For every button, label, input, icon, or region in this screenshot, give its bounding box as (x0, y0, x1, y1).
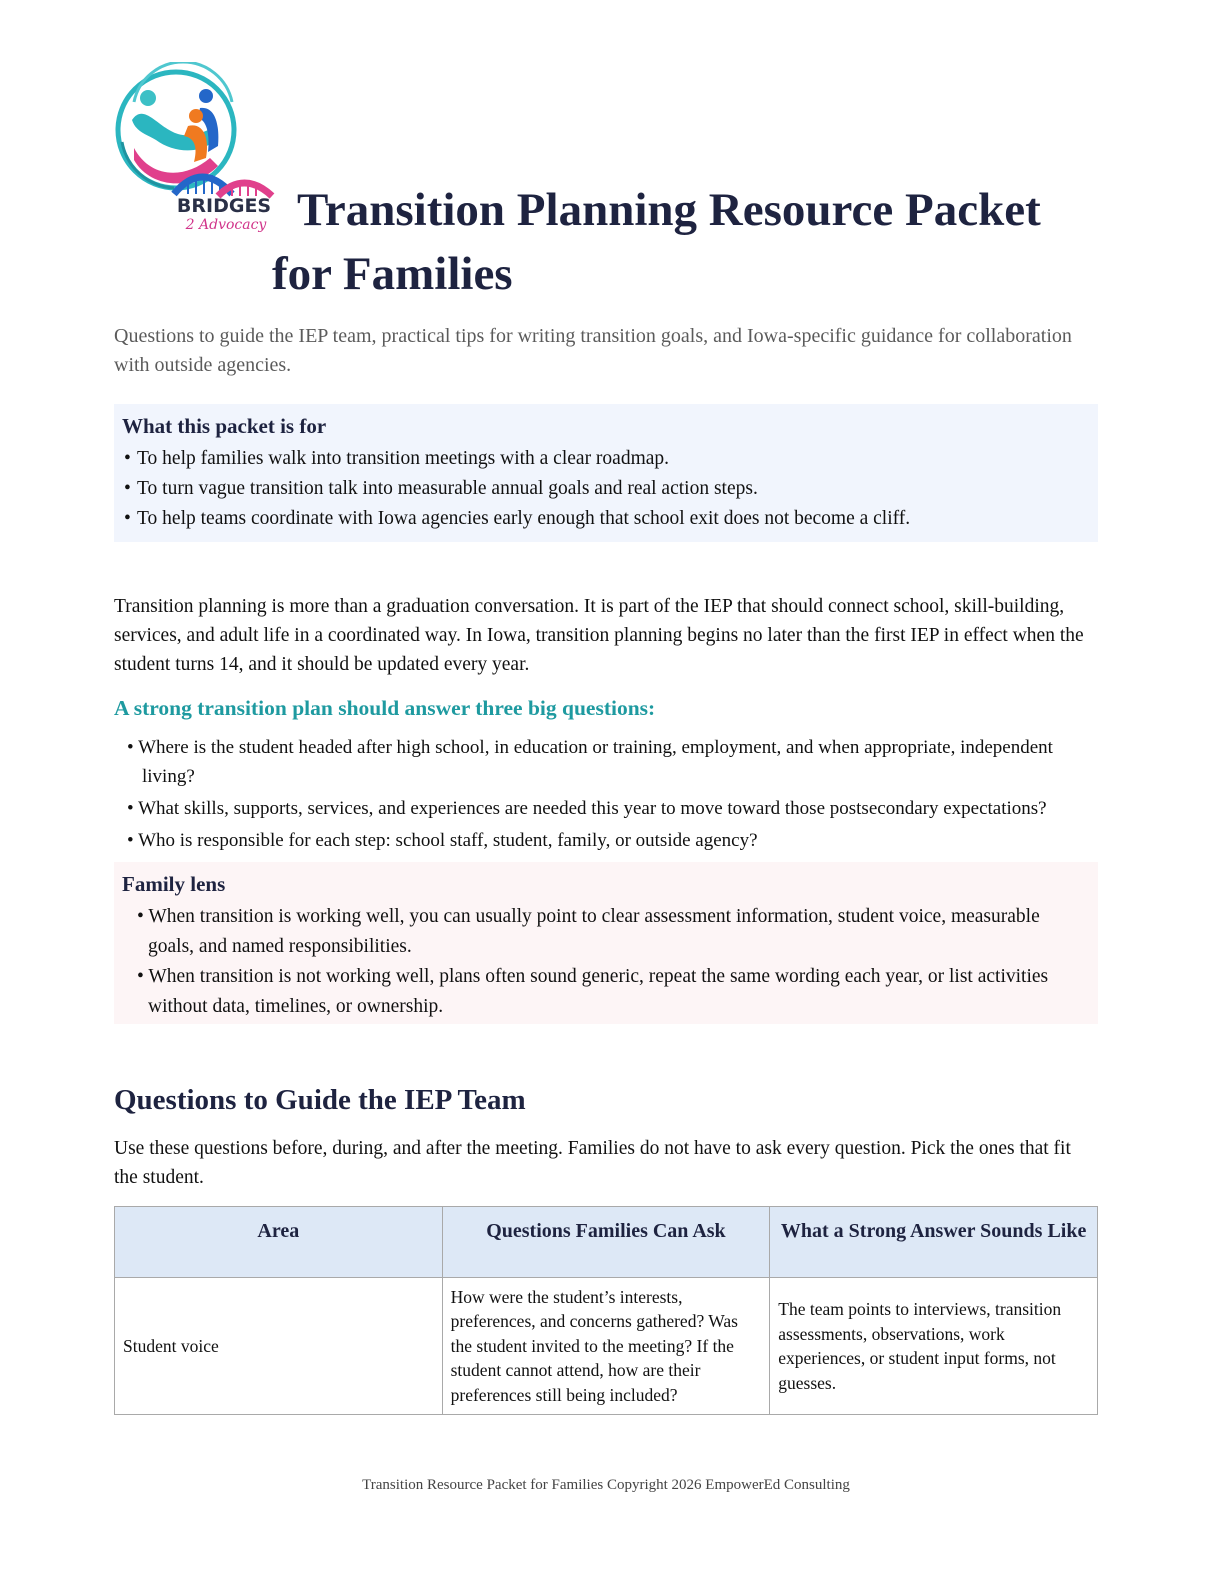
big-questions-list (114, 733, 1098, 858)
list-item: • To turn vague transition talk into measurable annual goals and real action steps. (122, 474, 1090, 504)
purpose-list (122, 444, 1090, 534)
list-item: • What skills, supports, services, and experiences are needed this year to move toward those postsecondary expectations? (127, 798, 1047, 819)
list-item: • When transition is working well, you can usually point to clear assessment information, student voice, measurable goals, and named responsibilities. (137, 906, 1040, 957)
document-page (114, 0, 1098, 1493)
family-lens-callout-box (114, 862, 1098, 1024)
intro-paragraph: Transition planning is more than a graduation conversation. It is part of the IEP that should connect school, skill-building, services, and adult life in a coordinated way. In Iowa, transition planning begins no later than the first IEP in effect when the student turns 14, and it should be updated every year. (114, 596, 1084, 675)
big-questions-heading: A strong transition plan should answer three big questions: (114, 696, 656, 720)
table-row (115, 1278, 1098, 1415)
cell-strong-answer: The team points to interviews, transition assessments, observations, work experiences, or student input forms, not guesses. (770, 1278, 1098, 1415)
family-lens-title: Family lens (122, 872, 226, 896)
cell-questions: How were the student’s interests, preferences, and concerns gathered? Was the student invited to the meeting? If the student cannot attend, how are their preferences still being included? (442, 1278, 770, 1415)
purpose-callout-title: What this packet is for (122, 414, 327, 438)
purpose-callout-box (114, 404, 1098, 542)
column-header-strong-answer: What a Strong Answer Sounds Like (770, 1207, 1098, 1278)
page-title (272, 178, 1072, 306)
cell-area: Student voice (115, 1278, 443, 1415)
list-item-text: When transition is working well, you can usually point to clear assessment information, student voice, measurable goals, and named responsibilities. (148, 906, 1040, 957)
page-footer: Transition Resource Packet for Families Copyright 2026 EmpowerEd Consulting (362, 1477, 850, 1493)
family-lens-list (122, 902, 1090, 1022)
list-item: • When transition is not working well, plans often sound generic, repeat the same wording each year, or list activities without data, timelines, or ownership. (137, 966, 1049, 1017)
list-item-text: Who is responsible for each step: school staff, student, family, or outside agency? (138, 830, 758, 851)
page-subtitle: Questions to guide the IEP team, practical tips for writing transition goals, and Iowa-specific guidance for collaboration with outside agencies. (114, 325, 1072, 376)
list-item: • Where is the student headed after high school, in education or training, employment, and when appropriate, independent living? (127, 737, 1053, 787)
column-header-area: Area (115, 1207, 443, 1278)
list-item: • To help families walk into transition meetings with a clear roadmap. (122, 444, 1090, 474)
table-header-row (115, 1207, 1098, 1278)
list-item-text: When transition is not working well, plans often sound generic, repeat the same wording each year, or list activities without data, timelines, or ownership. (148, 966, 1049, 1017)
list-item: • To help teams coordinate with Iowa agencies early enough that school exit does not become a cliff. (122, 504, 1090, 534)
guide-section-intro: Use these questions before, during, and after the meeting. Families do not have to ask every question. Pick the ones that fit the student. (114, 1138, 1071, 1188)
list-item-text: What skills, supports, services, and experiences are needed this year to move toward those postsecondary expectations? (138, 798, 1047, 819)
logo-tagline: 2 Advocacy (185, 217, 267, 233)
list-item: • Who is responsible for each step: school staff, student, family, or outside agency? (127, 830, 758, 851)
page-title-line-1: Transition Planning Resource Packet (297, 184, 1041, 236)
guide-section-heading: Questions to Guide the IEP Team (114, 1084, 526, 1116)
page-header (114, 0, 1098, 305)
bridges-2-advocacy-logo (114, 62, 279, 242)
iep-questions-table (114, 1206, 1098, 1415)
list-item-text: Where is the student headed after high school, in education or training, employment, and when appropriate, independent living? (138, 737, 1053, 787)
logo-brand-name: BRIDGES (176, 195, 272, 217)
page-title-line-2: for Families (272, 248, 513, 300)
column-header-questions: Questions Families Can Ask (442, 1207, 770, 1278)
